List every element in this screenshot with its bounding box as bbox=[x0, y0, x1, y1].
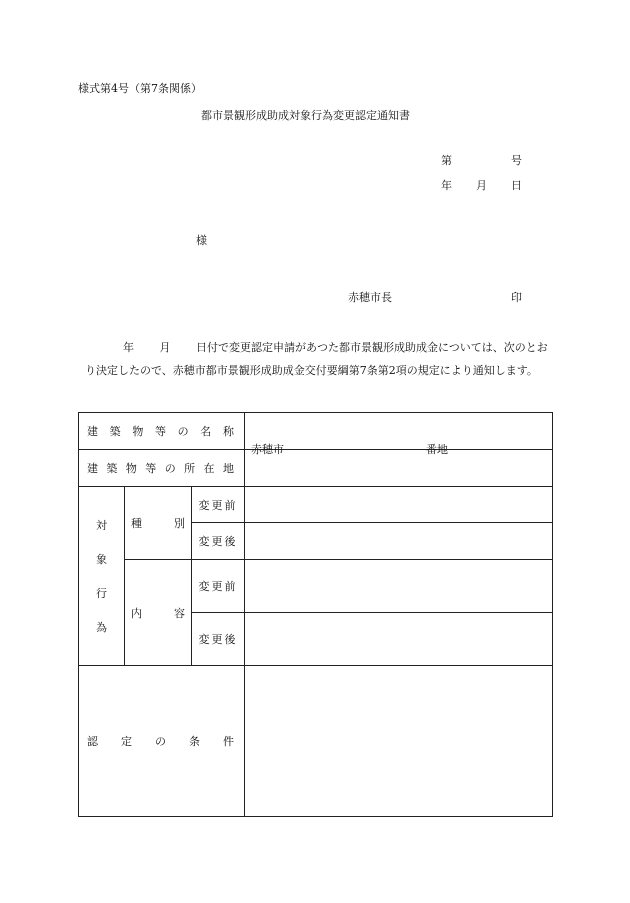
body-paragraph bbox=[85, 336, 555, 382]
body-month-label: 月 bbox=[159, 341, 171, 354]
number-label-go: 号 bbox=[511, 154, 522, 167]
label-conditions: 認 定 の 条 件 bbox=[79, 666, 245, 817]
label-content: 内 容 bbox=[125, 560, 192, 666]
addressee-honorific: 様 bbox=[196, 234, 207, 247]
row-content-before bbox=[79, 560, 553, 613]
form-number: 様式第4号（第7条関係） bbox=[78, 82, 202, 95]
value-conditions[interactable] bbox=[245, 666, 553, 817]
label-content-before: 変更前 bbox=[192, 560, 245, 613]
details-table bbox=[78, 412, 553, 817]
issuer-seal: 印 bbox=[511, 291, 522, 304]
value-kind-after[interactable] bbox=[245, 523, 553, 560]
label-kind-before: 変更前 bbox=[192, 487, 245, 523]
number-label-dai: 第 bbox=[441, 154, 452, 167]
value-building-location[interactable] bbox=[245, 443, 553, 487]
date-day-label: 日 bbox=[511, 179, 522, 192]
date-month-label: 月 bbox=[476, 179, 487, 192]
value-content-after[interactable] bbox=[245, 613, 553, 666]
label-content-after: 変更後 bbox=[192, 613, 245, 666]
document-title: 都市景観形成助成対象行為変更認定通知書 bbox=[201, 109, 410, 122]
value-building-name[interactable] bbox=[245, 413, 553, 450]
label-kind-after: 変更後 bbox=[192, 523, 245, 560]
body-text: 日付で変更認定申請があつた都市景観形成助成金については、次のとおり決定したので、赤穂市都市景観形成助成金交付要綱第7条第2項の規定により通知します。 bbox=[85, 341, 548, 377]
label-building-name: 建 築 物 等 の 名 称 bbox=[79, 413, 245, 450]
value-content-before[interactable] bbox=[245, 560, 553, 613]
row-building-name bbox=[79, 413, 553, 450]
label-kind: 種 別 bbox=[125, 487, 192, 560]
issuer-name: 赤穂市長 bbox=[348, 291, 392, 304]
label-building-location: 建 築 物 等 の 所 在 地 bbox=[79, 450, 245, 487]
row-building-location bbox=[79, 450, 553, 487]
value-kind-before[interactable] bbox=[245, 487, 553, 523]
location-city: 赤穂市 bbox=[251, 443, 284, 456]
label-target-action: 対 象 行 為 bbox=[79, 487, 125, 666]
location-banchi: 番地 bbox=[426, 443, 448, 456]
date-year-label: 年 bbox=[441, 179, 452, 192]
body-year-label: 年 bbox=[123, 341, 134, 354]
row-kind-before bbox=[79, 487, 553, 523]
row-conditions bbox=[79, 666, 553, 817]
